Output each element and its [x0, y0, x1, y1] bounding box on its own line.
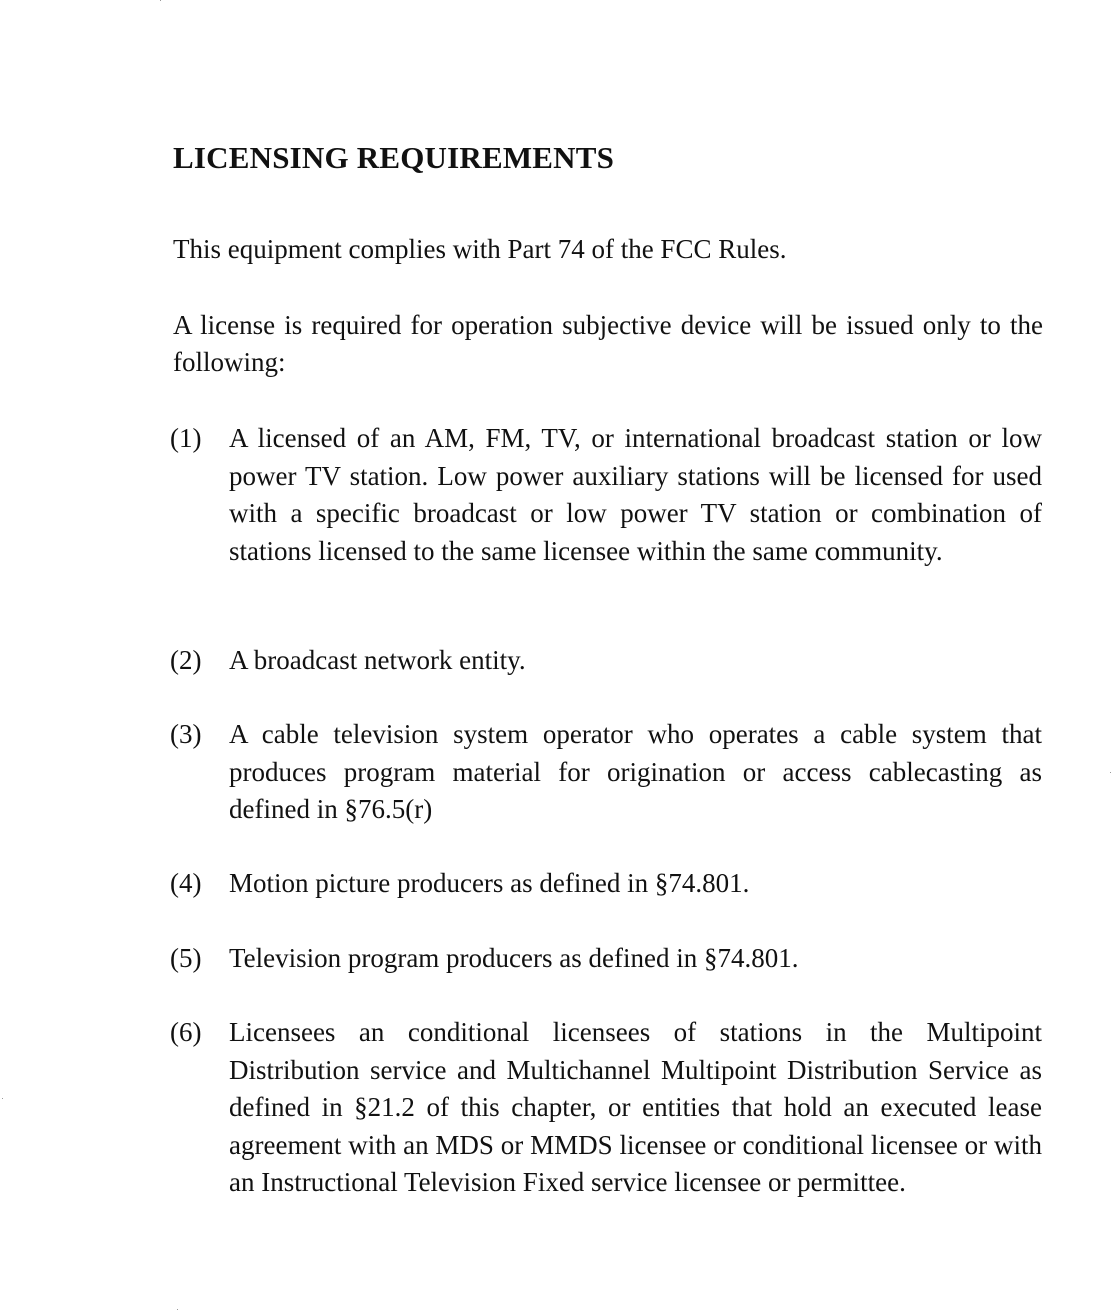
list-item-text: Television program producers as defined in §74.801.	[229, 943, 799, 973]
list-item-text: Licensees an conditional licensees of stations in the Multipoint Distribution service and Multichannel Multipoint Distribution Service as defined in §21.2 of this chapter, or entities that hold an executed lease agreement with an MDS or MMDS licensee or conditional licensee or with an Instructional Television Fixed service licensee or permittee.	[229, 1017, 1042, 1197]
list-item-text: Motion picture producers as defined in §74.801.	[229, 868, 750, 898]
list-item-number: (5)	[170, 943, 202, 973]
list-item	[170, 940, 1042, 978]
list-item	[170, 716, 1042, 829]
list-item-number: (6)	[170, 1017, 202, 1047]
license-statement-paragraph: A license is required for operation subjective device will be issued only to the following:	[173, 310, 1043, 377]
list-item	[170, 865, 1042, 903]
list-item-text: A licensed of an AM, FM, TV, or international broadcast station or low power TV station. Low power auxiliary stations will be licensed for used with a specific broadcast or low power TV station or combination of stations licensed to the same licensee within the same community.	[229, 423, 1042, 566]
list-item	[170, 1014, 1042, 1202]
scan-speck	[160, 0, 161, 1]
list-item-number: (4)	[170, 868, 202, 898]
list-item-text: A broadcast network entity.	[229, 645, 526, 675]
scan-speck	[177, 1309, 178, 1310]
scan-speck	[2, 1098, 3, 1099]
intro-paragraph: This equipment complies with Part 74 of the FCC Rules.	[173, 234, 787, 264]
list-item	[170, 642, 1042, 680]
list-item-number: (3)	[170, 719, 202, 749]
list-item-number: (1)	[170, 423, 202, 453]
scan-speck	[1110, 772, 1111, 773]
page-title: LICENSING REQUIREMENTS	[173, 140, 615, 175]
list-item	[170, 420, 1042, 570]
list-item-text: A cable television system operator who operates a cable system that produces program material for origination or access cablecasting as defined in §76.5(r)	[229, 719, 1042, 824]
list-item-number: (2)	[170, 645, 202, 675]
